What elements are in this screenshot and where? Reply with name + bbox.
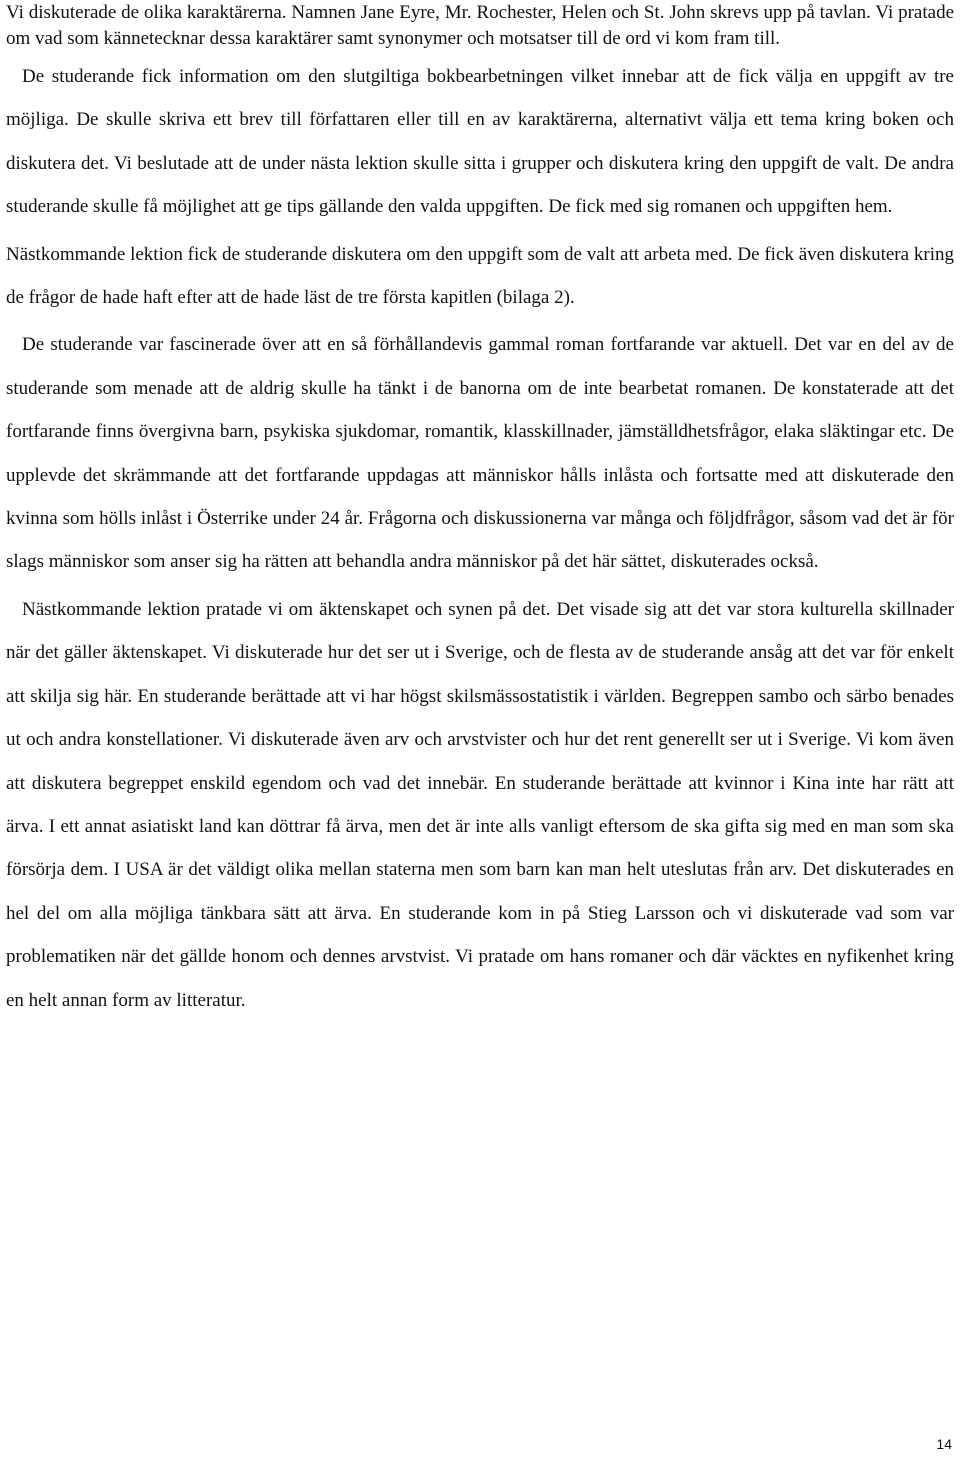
paragraph-next-lesson: Nästkommande lektion fick de studerande diskutera om den uppgift som de valt att arbeta med. De fick även diskutera kring de frågor de hade haft efter att de hade läst de tre första kapitlen (bilaga 2). (6, 243, 954, 309)
paragraph-marriage: Nästkommande lektion pratade vi om äktenskapet och synen på det. Det visade sig att det var stora kulturella skillnader när det gäller äktenskapet. Vi diskuterade hur det ser ut i Sverige, och de flesta av de studerande ansåg att det var för enkelt att skilja sig här. En studerande berättade att vi har högst skilsmässostatistik i världen. Begreppen sambo och särbo benades ut och andra konstellationer. Vi diskuterade även arv och arvstvister och hur det rent generellt ser ut i Sverige. Vi kom även att diskutera begreppet enskild egendom och vad det innebär. En studerande berättade att kvinnor i Kina inte har rätt att ärva. I ett annat asiatiskt land kan döttrar få ärva, men det är inte alls vanligt eftersom de ska gifta sig med en man som ska försörja dem. I USA är det väldigt olika mellan staterna men som barn kan man helt uteslutas från arv. Det diskuterades en hel del om alla möjliga tänkbara sätt att ärva. En studerande kom in på Stieg Larsson och vi diskuterade vad som var problematiken när det gällde honom och dennes arvstvist. Vi pratade om hans romaner och där väcktes en nyfikenhet kring en helt annan form av litteratur. (6, 598, 954, 1011)
document-page (6, 0, 954, 1022)
paragraph-characters: Vi diskuterade de olika karaktärerna. Namnen Jane Eyre, Mr. Rochester, Helen och St. John skrevs upp på tavlan. Vi pratade om vad som kännetecknar dessa karaktärer samt synonymer och motsatser till de ord vi kom fram till. (6, 2, 954, 49)
page-number: 14 (936, 1436, 952, 1452)
paragraph-assignment: De studerande fick information om den slutgiltiga bokbearbetningen vilket innebar att de fick välja en uppgift av tre möjliga. De skulle skriva ett brev till författaren eller till en av karaktärerna, alternativt välja ett tema kring boken och diskutera det. Vi beslutade att de under nästa lektion skulle sitta i grupper och diskutera kring den uppgift de valt. De andra studerande skulle få möjlighet att ge tips gällande den valda uppgiften. De fick med sig romanen och uppgiften hem. (6, 66, 954, 218)
paragraph-fascination: De studerande var fascinerade över att en så förhållandevis gammal roman fortfarande var aktuell. Det var en del av de studerande som menade att de aldrig skulle ha tänkt i de banorna om de inte bearbetat romanen. De konstaterade att det fortfarande finns övergivna barn, psykiska sjukdomar, romantik, klasskillnader, jämställdhetsfrågor, elaka släktingar etc. De upplevde det skrämmande att det fortfarande uppdagas att människor hålls inlåsta och fortsatte med att diskuterade den kvinna som hölls inlåst i Österrike under 24 år. Frågorna och diskussionerna var många och följdfrågor, såsom vad det är för slags människor som anser sig ha rätten att behandla andra människor på det här sättet, diskuterades också. (6, 334, 954, 573)
